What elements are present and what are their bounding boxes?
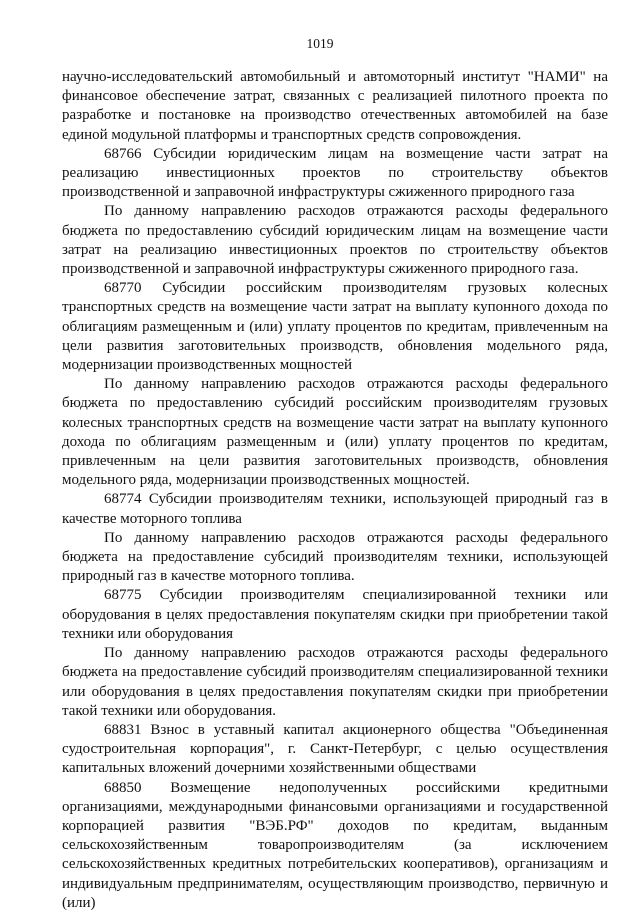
- paragraph: По данному направлению расходов отражаются расходы федерального бюджета на предоставление субсидий производителям специализированной техники или оборудования в целях предоставления покупателям скидки при приобретении такой техники или оборудования.: [62, 645, 608, 719]
- paragraph-heading: 68770 Субсидии российским производителям грузовых колесных транспортных средств на возмещение части затрат на выплату купонного дохода по облигациям размещенным и (или) уплату процентов по кредитам, привлеченным на цели развития заготовительных производств, обновления модельного ряда, модернизации производственных мощностей: [62, 280, 608, 374]
- paragraph-heading: 68850 Возмещение недополученных российскими кредитными организациями, международными финансовыми организациями и государственной корпорацией развития "ВЭБ.РФ" доходов по кредитам, выданным сельскохозяйственным товаропроизводителям (за исключением сельскохозяйственных кредитных потребительских кооперативов), организациям и индивидуальным предпринимателям, осуществляющим производство, первичную и (или): [62, 779, 608, 911]
- page-number: 1019: [306, 36, 334, 51]
- paragraph-heading: 68766 Субсидии юридическим лицам на возмещение части затрат на реализацию инвестиционных проектов по строительству объектов производственной и заправочной инфраструктуры сжиженного природного газа: [62, 145, 608, 201]
- paragraph-heading: 68775 Субсидии производителям специализированной техники или оборудования в целях предоставления покупателям скидки при приобретении такой техники или оборудования: [62, 587, 608, 642]
- document-body: [62, 68, 608, 913]
- paragraph: научно-исследовательский автомобильный и автомоторный институт "НАМИ" на финансовое обеспечение затрат, связанных с реализацией пилотного проекта по разработке и постановке на производство отечественных автомобилей на базе единой модульной платформы и транспортных средств сопровождения.: [62, 69, 608, 143]
- paragraph-heading: 68774 Субсидии производителям техники, использующей природный газ в качестве моторного топлива: [62, 491, 608, 527]
- paragraph: По данному направлению расходов отражаются расходы федерального бюджета на предоставление субсидий производителям техники, использующей природный газ в качестве моторного топлива.: [62, 529, 608, 585]
- paragraph-heading: 68831 Взнос в уставный капитал акционерного общества "Объединенная судостроительная корпорация", г. Санкт-Петербург, с целью осуществления капитальных вложений дочерними хозяйственными обществами: [62, 721, 608, 777]
- paragraph: По данному направлению расходов отражаются расходы федерального бюджета по предоставлению субсидий российским производителям грузовых колесных транспортных средств на возмещение части затрат на выплату купонного дохода по облигациям размещенным и (или) уплату процентов по кредитам, привлеченным на цели развития заготовительных производств, обновления модельного ряда, модернизации производственных мощностей.: [62, 376, 608, 489]
- paragraph: По данному направлению расходов отражаются расходы федерального бюджета по предоставлению субсидий юридическим лицам на возмещение части затрат на реализацию инвестиционных проектов по строительству объектов производственной и заправочной инфраструктуры сжиженного природного газа.: [62, 203, 608, 278]
